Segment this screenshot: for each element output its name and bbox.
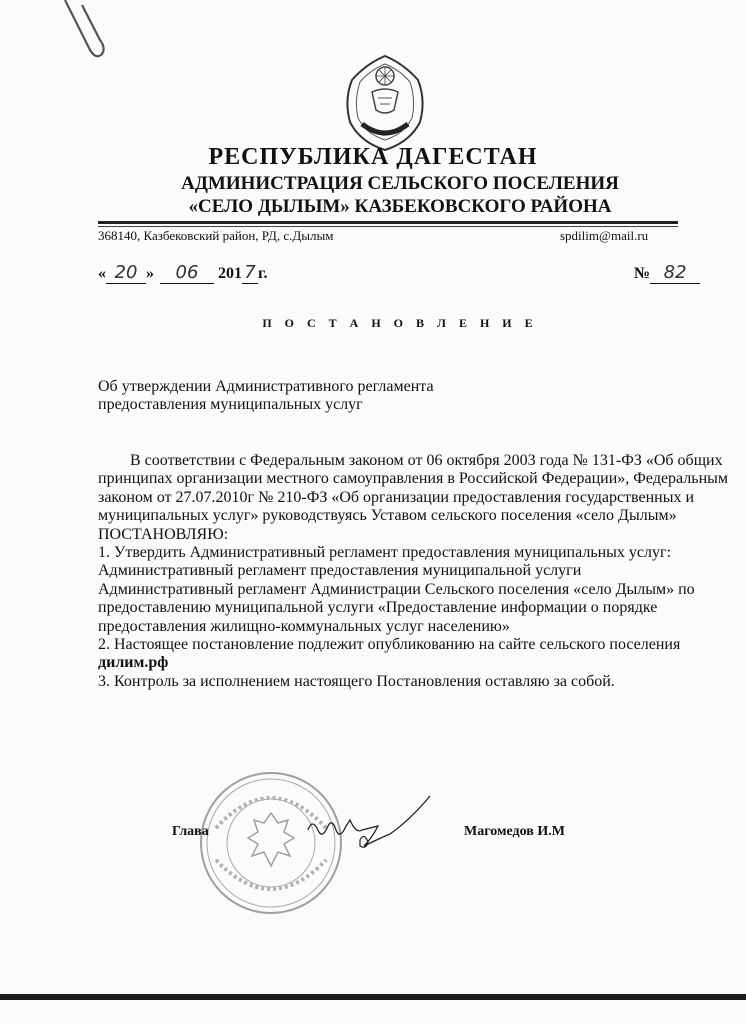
number-value: 82 bbox=[650, 262, 700, 284]
header-admin-line-2: «СЕЛО ДЫЛЫМ» КАЗБЕКОВСКОГО РАЙОНА bbox=[188, 196, 612, 217]
district-emblem-logo bbox=[342, 52, 428, 152]
body-item-1: 1. Утвердить Административный регламент предоставления муниципальных услуг: bbox=[98, 544, 672, 562]
body-item-1b: Административный регламент Администрации Сельского поселения «село Дылым» по предоставлению муниципальной услуги «Предоставление информации о порядке предоставления жилищно-коммунальных услуг населению» bbox=[98, 580, 695, 635]
header-rule-thin bbox=[98, 226, 678, 227]
header-rule-thick bbox=[98, 221, 678, 224]
date-month: 06 bbox=[160, 262, 214, 284]
document-body bbox=[98, 452, 738, 691]
body-resolve: ПОСТАНОВЛЯЮ: bbox=[98, 525, 229, 543]
document-date: « 20 » 06 201 7 г. bbox=[98, 262, 268, 283]
header-admin-line-1: АДМИНИСТРАЦИЯ СЕЛЬСКОГО ПОСЕЛЕНИЯ bbox=[181, 173, 619, 194]
date-year-digit: 7 bbox=[242, 262, 258, 284]
body-item-3: 3. Контроль за исполнением настоящего Постановления оставляю за собой. bbox=[98, 672, 615, 690]
header-republic: РЕСПУБЛИКА ДАГЕСТАН bbox=[208, 144, 538, 170]
number-label: № bbox=[634, 265, 651, 282]
body-preamble: В соответствии с Федеральным законом от 06 октября 2003 года № 131-ФЗ «Об общих принципах организации местного самоуправления в Российской Федерации», Федеральным законом от 27.07.2010г № 210-ФЗ «Об организации предоставления государственных и муниципальных услуг» руководствуясь Уставом сельского поселения «село Дылым» bbox=[98, 452, 729, 525]
header-address: 368140, Казбековский район, РД, с.Дылым bbox=[98, 228, 334, 243]
scan-bottom-edge bbox=[0, 994, 746, 1000]
date-year-suffix: г. bbox=[258, 265, 268, 282]
body-item-2: 2. Настоящее постановление подлежит опубликованию на сайте сельского поселения bbox=[98, 636, 681, 654]
date-day: 20 bbox=[106, 262, 146, 284]
document-title: П О С Т А Н О В Л Е Н И Е bbox=[262, 316, 538, 330]
signature-label: Глава bbox=[172, 824, 209, 839]
body-site-link: дилим.рф bbox=[98, 654, 169, 672]
subject-line-2: предоставления муниципальных услуг bbox=[98, 396, 363, 413]
document-subject bbox=[98, 378, 434, 414]
signatory-name: Магомедов И.М bbox=[464, 824, 565, 839]
date-year-prefix: 201 bbox=[218, 265, 242, 282]
document-number bbox=[634, 262, 700, 284]
subject-line-1: Об утверждении Административного регламента bbox=[98, 378, 434, 395]
body-item-1a: Административный регламент предоставления муниципальной услуги bbox=[98, 562, 582, 580]
paper-clip-mark bbox=[60, 0, 110, 62]
header-email: spdilim@mail.ru bbox=[560, 228, 649, 243]
handwritten-signature bbox=[300, 790, 440, 860]
